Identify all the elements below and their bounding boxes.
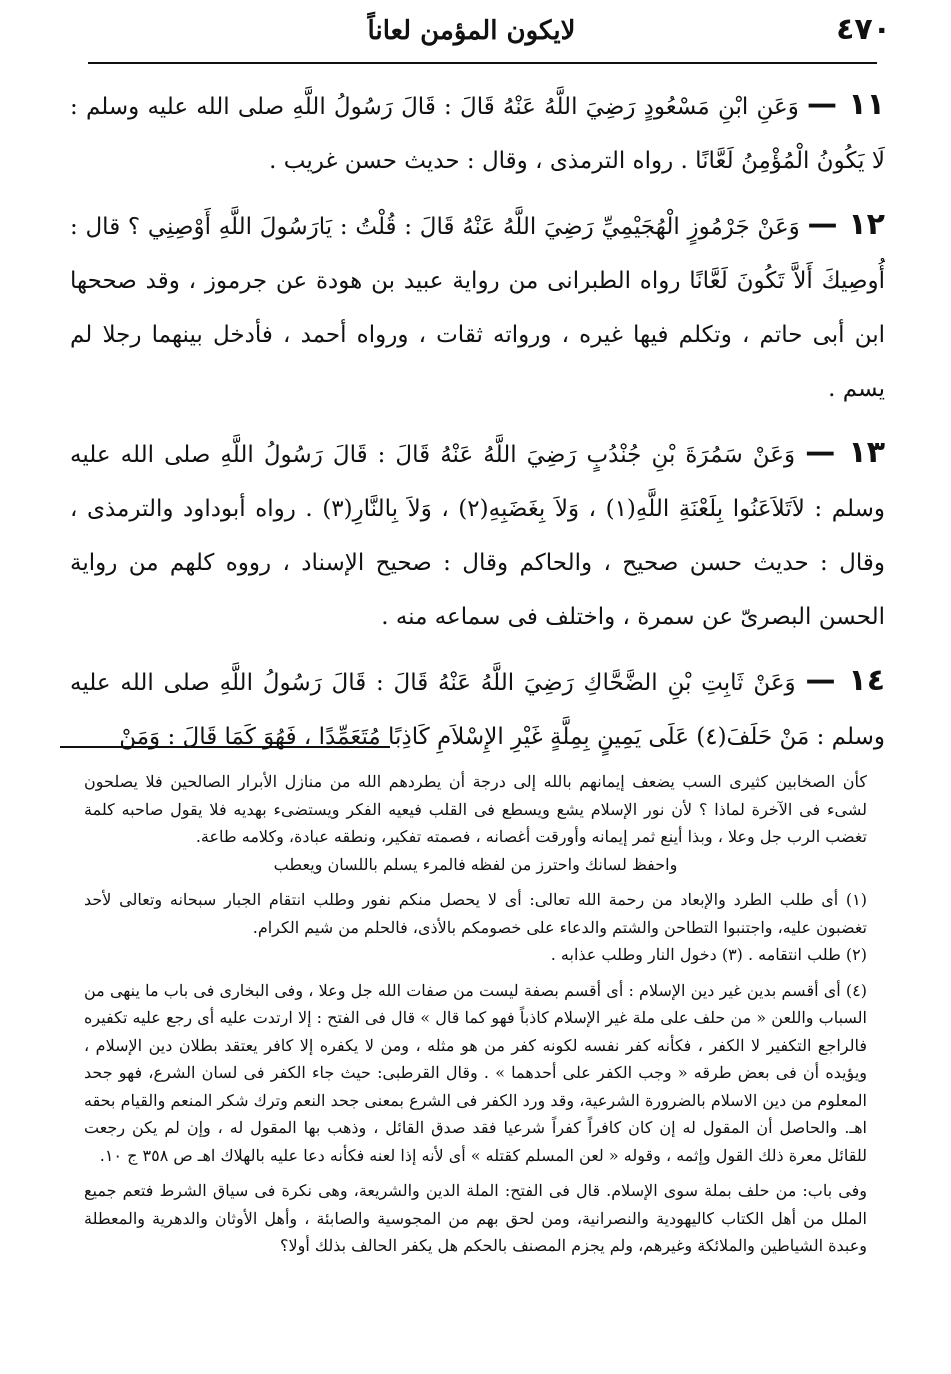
footnote-2-3: (٢) طلب انتقامه . (٣) دخول النار وطلب عذابه .: [550, 945, 867, 964]
footnote-separator: [60, 746, 390, 748]
page-header: [52, 12, 891, 54]
hadith-paragraph: [70, 78, 885, 188]
hadith-number: ١٣ —: [805, 435, 886, 470]
footnote-continuation: كأن الصخابين كثيرى السب يضعف إيمانهم بالله إلى درجة أن يطردهم الله من منازل الأبرار الصالحين فلا يصلحون لشىء فى الآخرة لماذا ؟ لأن نور الإسلام يشع ويسطع فى القلب فيعيه الفكر ويستضىء بهديه فلا يقول صاحبه كلمة تغضب الرب جل وعلا ، وبذا أينع ثمر إيمانه وأورقت أغصانه ، فصمته تفكير، ونطقه عبادة، وكلامه طاعة.: [84, 772, 867, 846]
hadith-number: ١١ —: [807, 87, 885, 122]
footnotes: [84, 768, 867, 1260]
page-number: ٤٧٠: [836, 12, 891, 47]
main-text: [70, 78, 885, 774]
footnote-4-continued: وفى باب: من حلف بملة سوى الإسلام. قال فى الفتح: الملة الدين والشريعة، وهى نكرة فى سياق الشرط فتعم جميع الملل من أهل الكتاب كاليهودية والنصرانية، ومن لحق بهم من المجوسية والصابئة ، وأهل الأوثان والدهرية والمعطلة وعبدة الشياطين والملائكة وغيرهم، ولم يجزم المصنف بالحكم هل يكفر الحالف بذلك أولا؟: [84, 1181, 867, 1255]
footnote-1: (١) أى طلب الطرد والإبعاد من رحمة الله تعالى: أى لا يحصل منكم نفور وطلب انتقام الجبار سبحانه وتعالى لأحد تغضبون عليه، واجتنبوا التطاحن والشتم والدعاء على خصومكم بالأذى، فالحلم من شيم الكرام.: [84, 890, 868, 937]
footnote-4: (٤) أى أقسم بدين غير دين الإسلام : أى أقسم بصفة ليست من صفات الله جل وعلا ، وفى البخارى فى باب ما ينهى من السباب واللعن « من حلف على ملة غير الإسلام كاذباً فهو كما قال » قال فى الفتح : إلا ارتدت عليه أى رجع عليه تكفيره فالراجع التكفير لا الكفر ، فكأنه كفر نفسه لكونه كفر من هو مثله ، ومن لا يكفره إلا كافر يعتقد بطلان دين الإسلام ، ويؤيده أن فى بعض طرقه « وجب الكفر على أحدهما » . وقال القرطبى: حيث جاء الكفر فى لسان الشرع، فهو جحد المعلوم من دين الاسلام بالضرورة الشرعية، وقد ورد الكفر فى الشرع بمعنى جحد النعم وترك شكر المنعم والقيام بحقه اهـ. والحاصل أن المقول له إن كان كافراً كفراً شرعيا فقد صدق القائل ، وذهب بها المقول له ، وإن لم يكن رجعت للقائل معرة ذلك القول وإثمه ، وقوله « لعن المسلم كقتله » أى لأنه إذا لعنه فكأنه دعا عليه بالهلاك اهـ ص ٣٥٨ ج ١٠.: [84, 980, 868, 1165]
hadith-text: وَعَنْ سَمُرَةَ بْنِ جُنْدُبٍ رَضِيَ اللَّهُ عَنْهُ قَالَ : قَالَ رَسُولُ اللَّهِ صلى الله عليه وسلم : لاَتَلاَعَنُوا بِلَعْنَةِ اللَّهِ(١) ، وَلاَ بِغَضَبِهِ(٢) ، وَلاَ بِالنَّارِ(٣) . رواه أبوداود والترمذى ، وقال : حديث حسن صحيح ، والحاكم وقال : صحيح الإسناد ، رووه كلهم من رواية الحسن البصرىّ عن سمرة ، واختلف فى سماعه منه .: [70, 442, 885, 630]
header-rule: [88, 62, 877, 64]
poetry-verse: واحفظ لسانك واحترز من لفظه فالمرء يسلم باللسان ويعطب: [273, 854, 678, 874]
hadith-number: ١٤ —: [805, 663, 886, 698]
hadith-text: وَعَنِ ابْنِ مَسْعُودٍ رَضِيَ اللَّهُ عَنْهُ قَالَ : قَالَ رَسُولُ اللَّهِ صلى الله عليه وسلم : لَا يَكُونُ الْمُؤْمِنُ لَعَّانًا . رواه الترمذى ، وقال : حديث حسن غريب .: [70, 94, 885, 174]
hadith-text: وَعَنْ جَرْمُوزٍ الْهُجَيْمِيِّ رَضِيَ اللَّهُ عَنْهُ قَالَ : قُلْتُ : يَارَسُولَ اللَّهِ أَوْصِنِي ؟ قال : أُوصِيكَ أَلاَّ تَكُونَ لَعَّانًا رواه الطبرانى من رواية عبيد بن هودة عن جرموز ، وقد صححها ابن أبى حاتم ، وتكلم فيها غيره ، ورواته ثقات ، ورواه أحمد ، فأدخل بينهما رجلا لم يسم .: [70, 214, 885, 402]
hadith-paragraph: [70, 426, 885, 644]
running-title: لايكون المؤمن لعاناً: [367, 16, 576, 46]
hadith-text: وَعَنْ ثَابِتِ بْنِ الضَّحَّاكِ رَضِيَ اللَّهُ عَنْهُ قَالَ : قَالَ رَسُولُ اللَّهِ صلى الله عليه وسلم : مَنْ حَلَفَ(٤) عَلَى يَمِينٍ بِمِلَّةٍ غَيْرِ الإِسْلاَمِ كَاذِبًا مُتَعَمِّدًا ، فَهُوَ كَمَا قَالَ : وَمَنْ: [70, 670, 885, 750]
hadith-paragraph: [70, 198, 885, 416]
hadith-number: ١٢ —: [807, 207, 885, 242]
